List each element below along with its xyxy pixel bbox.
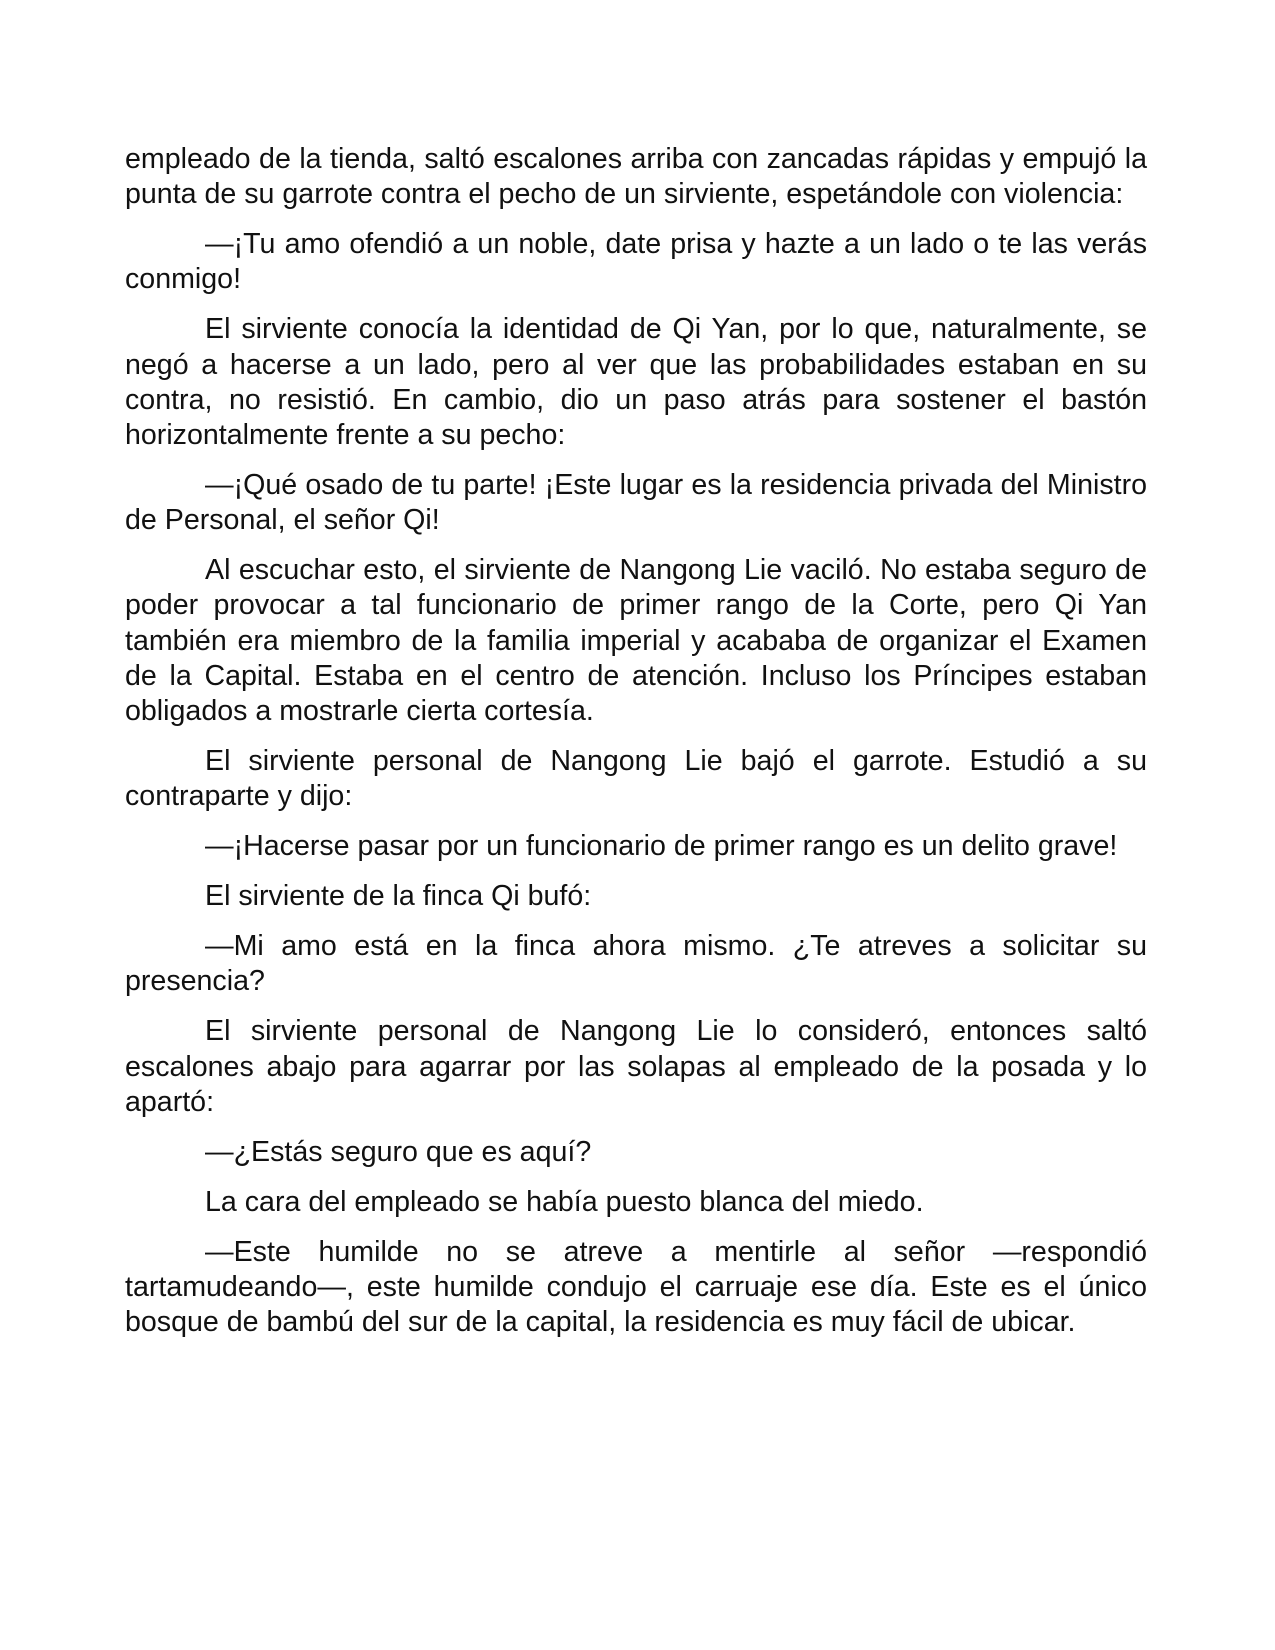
paragraph: La cara del empleado se había puesto blanca del miedo.	[205, 1185, 924, 1218]
paragraph: —¡Tu amo ofendió a un noble, date prisa y hazte a un lado o te las verás conmigo!	[125, 228, 1147, 296]
paragraph: —¿Estás seguro que es aquí?	[205, 1135, 592, 1168]
paragraph: El sirviente personal de Nangong Lie bajó el garrote. Estudió a su contraparte y dijo:	[125, 745, 1147, 813]
paragraph: empleado de la tienda, saltó escalones arriba con zancadas rápidas y empujó la punta de su garrote contra el pecho de un sirviente, espetándole con violencia:	[125, 143, 1147, 211]
paragraph: —¡Hacerse pasar por un funcionario de primer rango es un delito grave!	[205, 830, 1118, 863]
paragraph: Al escuchar esto, el sirviente de Nangong Lie vaciló. No estaba seguro de poder provocar a tal funcionario de primer rango de la Corte, pero Qi Yan también era miembro de la familia imperial y acababa de organizar el Examen de la Capital. Estaba en el centro de atención. Incluso los Príncipes estaban obligados a mostrarle cierta cortesía.	[125, 554, 1147, 728]
paragraph: El sirviente de la finca Qi bufó:	[205, 880, 592, 913]
paragraph: El sirviente conocía la identidad de Qi Yan, por lo que, naturalmente, se negó a hacerse a un lado, pero al ver que las probabilidades estaban en su contra, no resistió. En cambio, dio un paso atrás para sostener el bastón horizontalmente frente a su pecho:	[125, 313, 1147, 452]
paragraph: —Este humilde no se atreve a mentirle al señor —respondió tartamudeando—, este humilde condujo el carruaje ese día. Este es el único bosque de bambú del sur de la capital, la residencia es muy fácil de ubicar.	[125, 1235, 1147, 1339]
paragraph: —¡Qué osado de tu parte! ¡Este lugar es la residencia privada del Ministro de Personal, el señor Qi!	[125, 469, 1147, 537]
document-page	[125, 142, 1147, 1355]
paragraph: El sirviente personal de Nangong Lie lo consideró, entonces saltó escalones abajo para agarrar por las solapas al empleado de la posada y lo apartó:	[125, 1015, 1147, 1118]
paragraph: —Mi amo está en la finca ahora mismo. ¿Te atreves a solicitar su presencia?	[125, 930, 1147, 998]
